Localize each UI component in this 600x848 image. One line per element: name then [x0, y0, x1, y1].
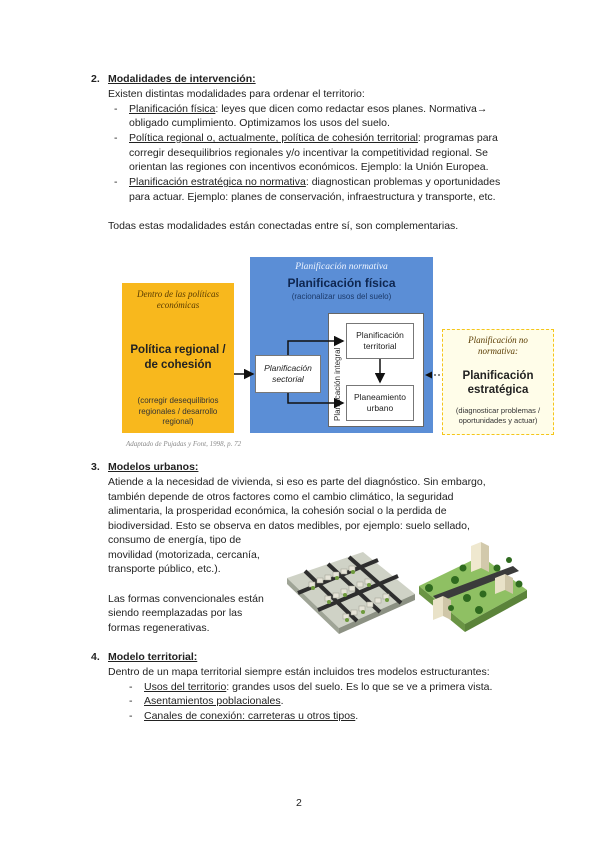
yellow-title: Planificación estratégica: [462, 370, 534, 396]
regenerative-city-image: [419, 542, 527, 632]
list-item-line: corregir desequilibrios regionales y/o incentivar la competitividad regional. Se: [129, 147, 488, 159]
conventional-city-image: [287, 552, 415, 634]
bullet-dash: -: [114, 103, 118, 115]
list-item: Asentamientos poblacionales.: [144, 695, 284, 707]
item-term: Usos del territorio: [144, 681, 227, 693]
section2-number: 2.: [91, 73, 100, 85]
orange-subtitle: (corregir desequilibrios regionales / desarrollo regional): [137, 396, 219, 426]
list-item: Política regional o, actualmente, política de cohesión territorial: programas para: [129, 132, 498, 144]
list-item-line: obligado cumplimiento. Optimizamos los usos del suelo.: [129, 117, 390, 129]
list-item-line: para actuar. Ejemplo: planes de conservación, infraestructura y transporte, etc.: [129, 191, 496, 203]
list-item: Usos del territorio: grandes usos del suelo. Es lo que se ve a primera vista.: [144, 681, 493, 693]
list-item: Planificación estratégica no normativa: diagnostican problemas y oportunidades: [129, 176, 501, 188]
section3-number: 3.: [91, 461, 100, 473]
section3-line: transporte público, etc.).: [108, 563, 221, 575]
item-term: Planificación estratégica no normativa: [129, 176, 306, 188]
item-term: Asentamientos poblacionales: [144, 695, 281, 707]
bullet-dash: -: [114, 132, 118, 144]
section2-conclusion: Todas estas modalidades están conectadas entre sí, son complementarias.: [108, 220, 459, 232]
orange-caption: Dentro de las políticas económicas: [137, 289, 219, 310]
bullet-dash: -: [129, 695, 133, 707]
section3-line: también depende de otros factores como el cambio climático, la seguridad: [108, 491, 454, 503]
section3-line: Atiende a la necesidad de vivienda, si eso es parte del diagnóstico. Sin embargo,: [108, 476, 486, 488]
section3-line: siendo reemplazadas por las: [108, 607, 243, 619]
sectorial-planning-box: Planificación sectorial: [255, 355, 321, 393]
section3-line: consumo de energía, tipo de: [108, 534, 242, 546]
section4-intro: Dentro de un mapa territorial siempre están incluidos tres modelos estructurantes:: [108, 666, 490, 678]
section3-line: formas regenerativas.: [108, 622, 210, 634]
section2-intro: Existen distintas modalidades para ordenar el territorio:: [108, 88, 365, 100]
urban-models-illustration: [283, 538, 531, 642]
diagram-arrows: [122, 253, 480, 453]
urban-planning-box: Planeamiento urbano: [346, 385, 414, 421]
blue-subtitle: (racionalizar usos del suelo): [291, 292, 392, 301]
yellow-subtitle: (diagnosticar problemas / oportunidades y actuar): [455, 406, 541, 425]
section3-line: Las formas convencionales están: [108, 593, 264, 605]
item-term: Canales de conexión: carreteras u otros tipos: [144, 710, 356, 722]
section3-line: movilidad (motorizada, cercanía,: [108, 549, 260, 561]
blue-title: Planificación física: [287, 276, 396, 290]
territorial-planning-box: Planificación territorial: [346, 323, 414, 359]
section3-line: biodiversidad. Esto se observa en datos medibles, por ejemplo: suelo sellado,: [108, 520, 470, 532]
list-item-line: orientan las regiones con incentivos económicos. Ejemplo: la Unión Europea.: [129, 161, 489, 173]
bullet-dash: -: [114, 176, 118, 188]
orange-title: Política regional / de cohesión: [130, 344, 226, 371]
diagram-source: Adaptado de Pujadas y Font, 1998, p. 72: [126, 440, 242, 448]
planning-diagram: [122, 253, 541, 453]
page-number: 2: [296, 797, 302, 809]
blue-caption: Planificación normativa: [295, 262, 388, 272]
section2-heading: Modalidades de intervención:: [108, 73, 256, 85]
list-item: Canales de conexión: carreteras u otros tipos.: [144, 710, 359, 722]
list-item: Planificación física: leyes que dicen como redactar esos planes. Normativa→: [129, 103, 488, 115]
yellow-caption: Planificación no normativa:: [468, 335, 528, 356]
item-term: Política regional o, actualmente, política de cohesión territorial: [129, 132, 418, 144]
section4-heading: Modelo territorial:: [108, 651, 198, 663]
section3-line: alimentaria, la prosperidad económica, la cohesión social o la perdida de: [108, 505, 447, 517]
item-term: Planificación física: [129, 103, 216, 115]
bullet-dash: -: [129, 710, 133, 722]
section4-number: 4.: [91, 651, 100, 663]
section3-heading: Modelos urbanos:: [108, 461, 199, 473]
bullet-dash: -: [129, 681, 133, 693]
